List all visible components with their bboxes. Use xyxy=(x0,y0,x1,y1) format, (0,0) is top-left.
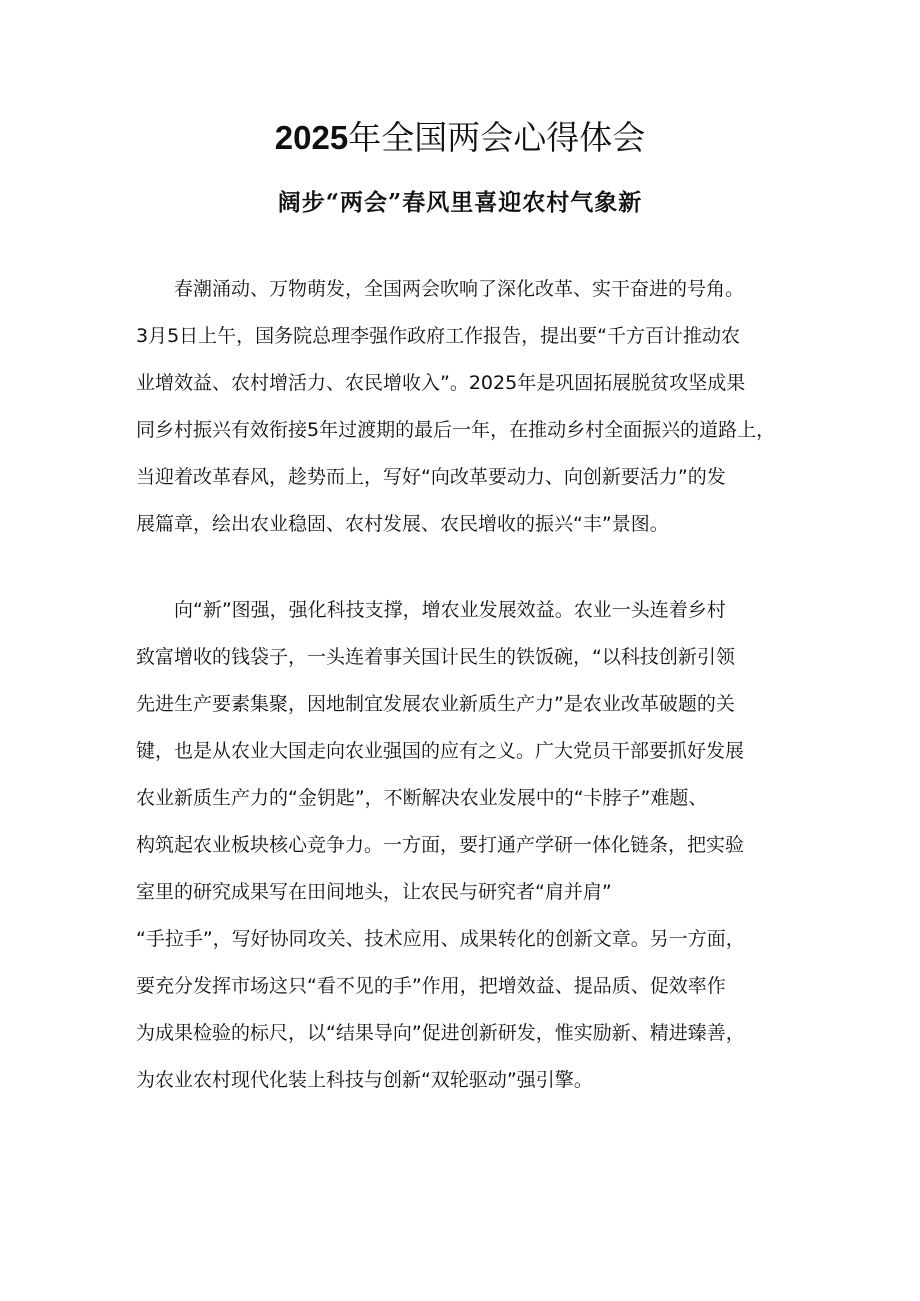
paragraph-line: “手拉手”，写好协同攻关、技术应用、成果转化的创新文章。另一方面， xyxy=(136,928,745,950)
paragraph-line: 为成果检验的标尺，以“结果导向”促进创新研发，惟实励新、精进臻善， xyxy=(136,1022,745,1044)
paragraph-line: 室里的研究成果写在田间地头，让农民与研究者“肩并肩” xyxy=(136,881,612,903)
document-title xyxy=(0,116,920,160)
paragraph-line: 键，也是从农业大国走向农业强国的应有之义。广大党员干部要抓好发展 xyxy=(136,740,745,762)
paragraph-line: 向“新”图强，强化科技支撑，增农业发展效益。农业一头连着乡村 xyxy=(174,599,726,621)
paragraph-line: 要充分发挥市场这只“看不见的手”作用，把增效益、提品质、促效率作 xyxy=(136,975,726,997)
paragraph-line: 先进生产要素集聚，因地制宜发展农业新质生产力”是农业改革破题的关 xyxy=(136,693,735,715)
paragraph-line: 当迎着改革春风，趁势而上，写好“向改革要动力、向创新要活力”的发 xyxy=(136,466,726,488)
paragraph-2 xyxy=(136,587,796,1104)
paragraph-line: 同乡村振兴有效衔接5年过渡期的最后一年，在推动乡村全面振兴的道路上， xyxy=(136,419,776,441)
document-subtitle: 阔步“两会”春风里喜迎农村气象新 xyxy=(277,189,643,216)
title-year: 2025 xyxy=(274,119,349,156)
paragraph-line: 致富增收的钱袋子，一头连着事关国计民生的铁饭碗，“以科技创新引领 xyxy=(136,646,735,668)
paragraph-line: 业增效益、农村增活力、农民增收入”。2025年是巩固拓展脱贫攻坚成果 xyxy=(136,372,746,394)
paragraph-line: 构筑起农业板块核心竞争力。一方面，要打通产学研一体化链条，把实验 xyxy=(136,834,745,856)
paragraph-line: 3月5日上午，国务院总理李强作政府工作报告，提出要“千方百计推动农 xyxy=(136,325,741,347)
title-text: 年全国两会心得体会 xyxy=(348,118,646,157)
paragraph-line: 展篇章，绘出农业稳固、农村发展、农民增收的振兴“丰”景图。 xyxy=(136,513,669,535)
paragraph-line: 春潮涌动、万物萌发，全国两会吹响了深化改革、实干奋进的号角。 xyxy=(174,278,745,300)
paragraph-line: 为农业农村现代化装上科技与创新“双轮驱动”强引擎。 xyxy=(136,1069,593,1091)
paragraph-line: 农业新质生产力的“金钥匙”，不断解决农业发展中的“卡脖子”难题、 xyxy=(136,787,708,809)
paragraph-1 xyxy=(136,266,796,548)
